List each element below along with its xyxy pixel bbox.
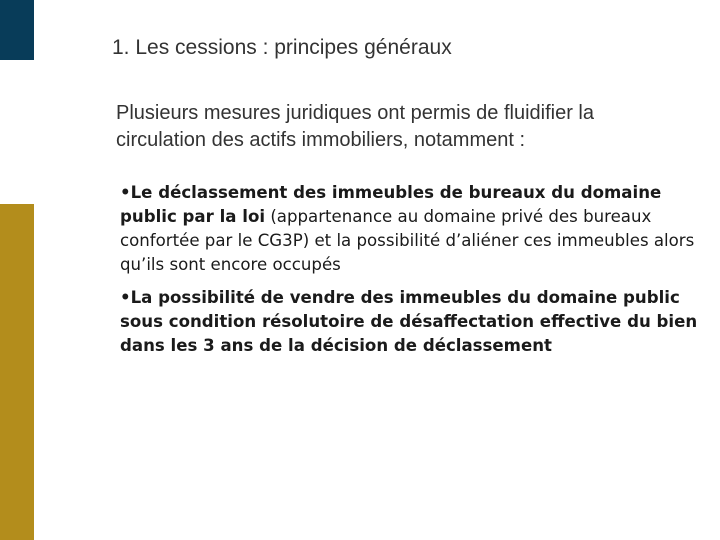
bullet-line: qu’ils sont encore occupés — [120, 255, 341, 274]
bullet-bold-text: La possibilité de vendre des immeubles du domaine public — [130, 288, 680, 307]
bullet-line — [120, 205, 720, 229]
bullet-marker: • — [120, 183, 131, 202]
top-accent-bar — [0, 0, 34, 60]
intro-text — [116, 100, 706, 154]
bullet-item-vente — [120, 286, 720, 358]
intro-line: circulation des actifs immobiliers, notamment : — [116, 129, 526, 151]
bullet-bold-text: Le déclassement des immeubles de bureaux du domaine — [130, 183, 662, 202]
bullet-line: sous condition résolutoire de désaffectation effective du bien — [120, 312, 698, 331]
side-accent-bar — [0, 204, 34, 540]
intro-line: Plusieurs mesures juridiques ont permis de fluidifier la — [116, 102, 594, 124]
bullet-line: dans les 3 ans de la décision de déclassement — [120, 336, 552, 355]
bullet-item-declassement — [120, 181, 720, 277]
slide-title: 1. Les cessions : principes généraux — [112, 36, 452, 59]
bullet-line — [120, 286, 720, 310]
bullet-text: (appartenance au domaine privé des bureaux — [265, 207, 652, 226]
bullet-line — [120, 181, 720, 205]
bullet-marker: • — [120, 288, 131, 307]
bullet-line: confortée par le CG3P) et la possibilité d’aliéner ces immeubles alors — [120, 231, 695, 250]
bullet-bold-text: public par la loi — [120, 207, 266, 226]
